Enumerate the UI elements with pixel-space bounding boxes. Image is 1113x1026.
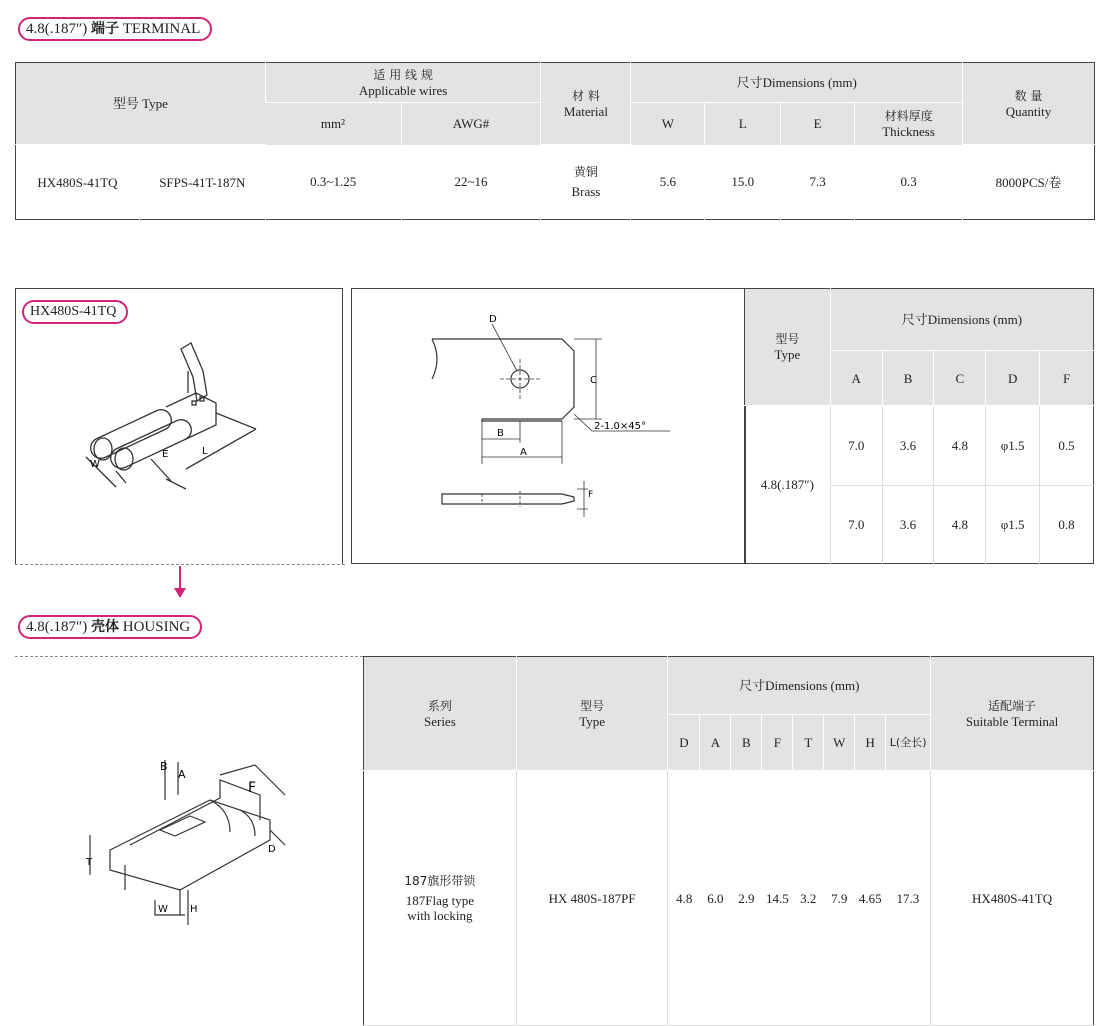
housing-cell: 14.5 bbox=[762, 771, 793, 1026]
header-material bbox=[541, 63, 631, 145]
housing-header-series bbox=[364, 657, 517, 771]
housing-section-title bbox=[18, 615, 202, 639]
dim-cell: 7.0 bbox=[830, 485, 882, 563]
housing-label-w: W bbox=[158, 904, 168, 915]
cell-quantity: 8000PCS/卷 bbox=[963, 145, 1095, 220]
terminal-spec-table bbox=[15, 62, 1095, 220]
cell-model: HX480S-41TQ bbox=[37, 174, 118, 190]
housing-header-suitable bbox=[931, 657, 1094, 771]
dim-cell: 4.8 bbox=[934, 406, 986, 485]
product-image-panel bbox=[15, 288, 343, 564]
housing-cell: 7.9 bbox=[824, 771, 855, 1026]
housing-header-type-cn: 型号 bbox=[580, 698, 605, 713]
housing-cell: 6.0 bbox=[700, 771, 731, 1026]
terminal-size: 4.8(.187″) bbox=[26, 21, 88, 37]
dim-header-dimensions: 尺寸Dimensions (mm) bbox=[830, 289, 1093, 351]
cell-w: 5.6 bbox=[631, 145, 705, 220]
label-c: C bbox=[590, 375, 597, 386]
label-w: W bbox=[90, 459, 100, 470]
table-row bbox=[364, 771, 1094, 1026]
housing-cell: 3.2 bbox=[793, 771, 824, 1026]
cell-alt-model: SFPS-41T-187N bbox=[139, 145, 265, 220]
housing-col-d: D bbox=[668, 715, 700, 771]
housing-label-a: A bbox=[178, 768, 186, 781]
housing-label-f: F bbox=[248, 780, 257, 796]
housing-series-en2: with locking bbox=[407, 907, 473, 923]
housing-label-b: B bbox=[160, 760, 168, 773]
label-a: A bbox=[520, 447, 527, 458]
down-arrow-icon bbox=[172, 566, 188, 600]
dim-header-type bbox=[745, 289, 831, 406]
housing-series-cn: 187旗形带锁 bbox=[404, 873, 476, 888]
terminal-technical-drawing bbox=[352, 289, 745, 563]
housing-label-d: D bbox=[268, 844, 276, 855]
housing-col-f: F bbox=[762, 715, 793, 771]
label-f: F bbox=[588, 490, 594, 500]
header-l: L bbox=[705, 103, 781, 145]
label-b: B bbox=[497, 428, 504, 439]
header-wires-cn: 适 用 线 规 bbox=[373, 67, 433, 82]
cell-thickness: 0.3 bbox=[855, 145, 963, 220]
label-l: L bbox=[202, 446, 208, 457]
dim-cell: 3.6 bbox=[882, 485, 934, 563]
dim-cell: 4.8 bbox=[934, 485, 986, 563]
dim-cell: 7.0 bbox=[830, 406, 882, 485]
dashed-divider bbox=[15, 656, 363, 657]
dim-col-a: A bbox=[830, 351, 882, 406]
dim-cell: 0.5 bbox=[1040, 406, 1094, 485]
housing-cell-series bbox=[364, 771, 517, 1026]
label-d: D bbox=[489, 314, 497, 325]
housing-header-series-cn: 系列 bbox=[427, 698, 452, 713]
header-thickness bbox=[855, 103, 963, 145]
housing-header-suitable-cn: 适配端子 bbox=[988, 698, 1037, 713]
header-thickness-en: Thickness bbox=[882, 123, 935, 139]
dim-col-c: C bbox=[934, 351, 986, 406]
housing-name-cn: 壳体 bbox=[91, 619, 119, 635]
housing-cell: 2.9 bbox=[731, 771, 762, 1026]
label-chamfer: 2-1.0×45° bbox=[594, 421, 646, 432]
product-label: HX480S-41TQ bbox=[22, 300, 128, 324]
cell-mm2: 0.3~1.25 bbox=[265, 145, 401, 220]
housing-series-en1: 187Flag type bbox=[405, 892, 474, 908]
header-applicable-wires bbox=[265, 63, 541, 103]
housing-size: 4.8(.187″) bbox=[26, 619, 88, 635]
terminal-isometric-drawing bbox=[16, 289, 342, 559]
housing-col-b: B bbox=[731, 715, 762, 771]
header-thickness-cn: 材料厚度 bbox=[884, 108, 933, 123]
header-wires-en: Applicable wires bbox=[358, 82, 448, 98]
housing-header-series-en: Series bbox=[423, 713, 456, 729]
dim-col-b: B bbox=[882, 351, 934, 406]
cell-material bbox=[541, 145, 631, 220]
terminal-name-en: TERMINAL bbox=[122, 21, 201, 37]
housing-label-h: H bbox=[190, 904, 198, 915]
housing-header-type bbox=[516, 657, 668, 771]
housing-label-t: T bbox=[86, 857, 93, 868]
cell-l: 15.0 bbox=[705, 145, 781, 220]
cell-material-cn: 黄铜 bbox=[573, 165, 598, 179]
housing-cell: 4.65 bbox=[855, 771, 886, 1026]
header-material-cn: 材 料 bbox=[572, 88, 600, 103]
housing-col-t: T bbox=[793, 715, 824, 771]
header-dimensions: 尺寸Dimensions (mm) bbox=[631, 63, 963, 103]
table-row bbox=[16, 145, 1095, 220]
table-row bbox=[745, 406, 1094, 485]
housing-header-type-en: Type bbox=[579, 713, 606, 729]
dim-cell: 0.8 bbox=[1040, 485, 1094, 563]
header-quantity-cn: 数 量 bbox=[1014, 88, 1043, 103]
header-quantity-en: Quantity bbox=[1005, 103, 1052, 119]
dim-cell: φ1.5 bbox=[986, 485, 1040, 563]
dim-header-type-en: Type bbox=[774, 347, 801, 363]
label-e: E bbox=[162, 449, 169, 460]
housing-cell-type: HX 480S-187PF bbox=[516, 771, 668, 1026]
dim-cell: 3.6 bbox=[882, 406, 934, 485]
header-awg: AWG# bbox=[401, 103, 541, 145]
header-mm2: mm² bbox=[320, 116, 345, 132]
header-quantity bbox=[963, 63, 1095, 145]
dim-type-value: 4.8(.187″) bbox=[760, 477, 814, 493]
housing-col-h: H bbox=[855, 715, 886, 771]
housing-header-dimensions: 尺寸Dimensions (mm) bbox=[668, 657, 931, 715]
housing-cell: 4.8 bbox=[668, 771, 700, 1026]
terminal-name-cn: 端子 bbox=[91, 21, 119, 37]
cell-material-en: Brass bbox=[571, 184, 601, 199]
header-e: E bbox=[781, 103, 855, 145]
dim-header-type-cn: 型号 bbox=[775, 332, 800, 347]
housing-spec-table bbox=[363, 656, 1094, 1026]
housing-name-en: HOUSING bbox=[122, 619, 191, 635]
terminal-section-title bbox=[18, 17, 212, 41]
cell-e: 7.3 bbox=[781, 145, 855, 220]
header-type: 型号 Type bbox=[16, 63, 266, 145]
housing-cell: 17.3 bbox=[886, 771, 931, 1026]
dim-col-f: F bbox=[1040, 351, 1094, 406]
dim-col-d: D bbox=[986, 351, 1040, 406]
housing-cell-suitable: HX480S-41TQ bbox=[931, 771, 1094, 1026]
cell-awg: 22~16 bbox=[401, 145, 541, 220]
housing-isometric-drawing bbox=[70, 740, 300, 930]
technical-drawing-panel bbox=[351, 288, 746, 564]
header-material-en: Material bbox=[563, 103, 608, 119]
housing-col-w: W bbox=[824, 715, 855, 771]
housing-col-l: L(全长) bbox=[886, 715, 931, 771]
header-w: W bbox=[631, 103, 705, 145]
dim-cell: φ1.5 bbox=[986, 406, 1040, 485]
housing-header-suitable-en: Suitable Terminal bbox=[965, 713, 1059, 729]
dashed-divider bbox=[15, 564, 345, 565]
housing-col-a: A bbox=[700, 715, 731, 771]
terminal-dimension-table bbox=[744, 288, 1094, 564]
